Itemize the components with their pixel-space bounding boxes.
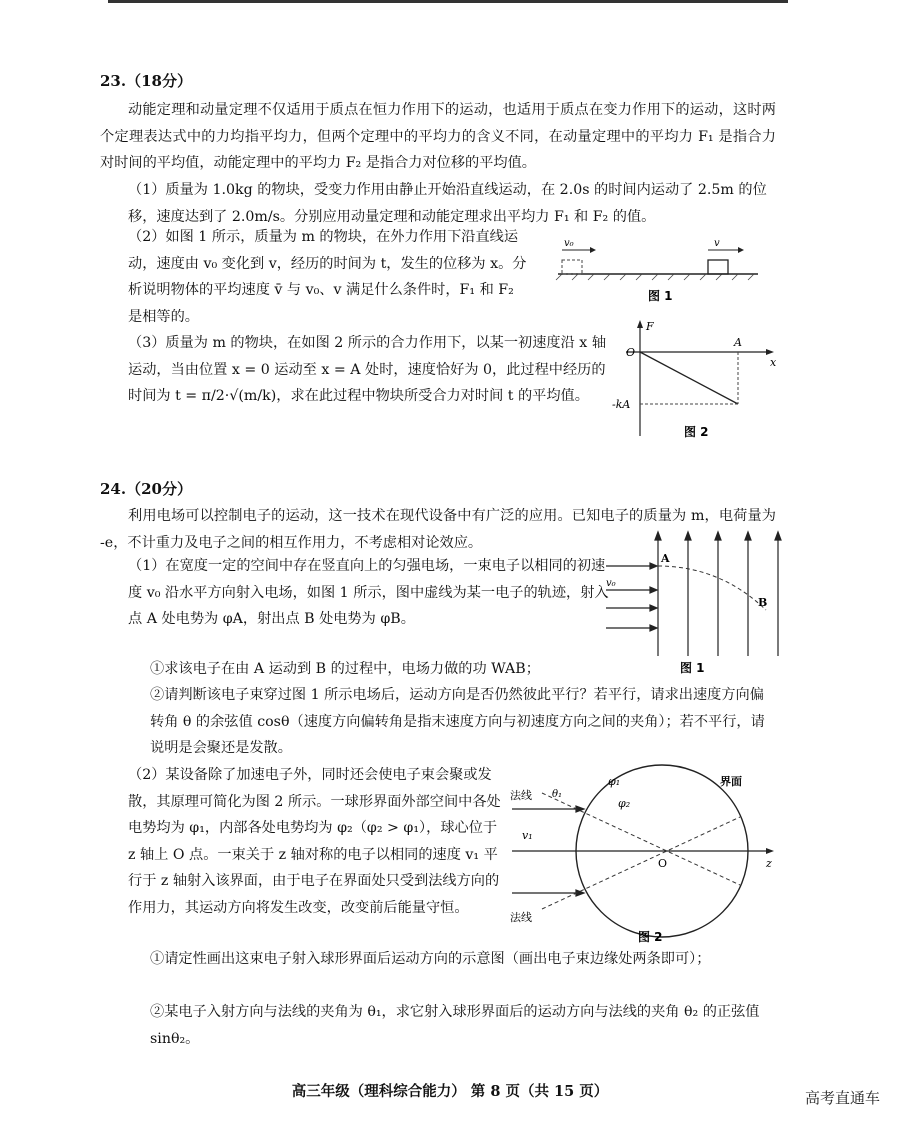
- q24-part1: （1）在宽度一定的空间中存在竖直向上的匀强电场，一束电子以相同的初速度 v₀ 沿水平方向射入电场，如图 1 所示，图中虚线为某一电子的轨迹，射入点 A 处电势为 φA，射出点 B 处电势为 φB。: [128, 558, 609, 627]
- label-z: z: [766, 857, 772, 870]
- q24-figure-2: [504, 755, 782, 947]
- q24-fig2-caption: 图 2: [638, 930, 663, 944]
- label-v0: v₀: [564, 238, 574, 249]
- label-O: O: [658, 857, 668, 870]
- label-x: x: [770, 356, 777, 369]
- block-initial: [562, 260, 582, 274]
- label-v1: v₁: [522, 829, 533, 842]
- electron-beam: [606, 563, 657, 631]
- q23-part1: （1）质量为 1.0kg 的物块，受变力作用由静止开始沿直线运动，在 2.0s 的时间内运动了 2.5m 的位移，速度达到了 2.0m/s。分别应用动量定理和动能定理求出平均力 F₁ 和 F₂ 的值。: [128, 182, 767, 225]
- top-rule: [108, 0, 788, 3]
- q24-header: 24.（20分）: [100, 480, 192, 498]
- label-v0: v₀: [606, 578, 616, 589]
- q24-part2: （2）某设备除了加速电子外，同时还会使电子束会聚或发散，其原理可简化为图 2 所示。一球形界面外部空间中各处电势均为 φ₁，内部各处电势均为 φ₂（φ₂ > φ₁），球心位于 z 轴上 O 点。一束关于 z 轴对称的电子以相同的速度 v₁ 平行于 z 轴射入该界面，由于电子在界面处只受到法线方向的作用力，其运动方向将发生改变，改变前后能量守恒。: [128, 767, 501, 916]
- q24-part1-q2: ②请判断该电子束穿过图 1 所示电场后，运动方向是否仍然彼此平行？若平行，请求出速度方向偏转角 θ 的余弦值 cosθ（速度方向偏转角是指末速度方向与初速度方向之间的夹角）；若不平行，请说明是会聚还是发散。: [150, 687, 765, 756]
- label-normal-bottom: 法线: [510, 911, 532, 924]
- q24-part1-q1: ①求该电子在由 A 运动到 B 的过程中，电场力做的功 WAB；: [150, 661, 540, 677]
- label-F: F: [646, 320, 654, 333]
- q23-fig1-caption: 图 1: [648, 289, 673, 303]
- label-phi2: φ₂: [618, 797, 631, 810]
- label-A: A: [661, 552, 670, 565]
- q23-figure-2: [612, 318, 782, 448]
- label-A: A: [734, 336, 742, 349]
- q23-figure-1: [548, 236, 778, 306]
- q24-intro: 利用电场可以控制电子的运动，这一技术在现代设备中有广泛的应用。已知电子的质量为 m，电荷量为 -e，不计重力及电子之间的相互作用力，不考虑相对论效应。: [100, 508, 776, 551]
- q23-intro: 动能定理和动量定理不仅适用于质点在恒力作用下的运动，也适用于质点在变力作用下的运动，这时两个定理表达式中的力均指平均力，但两个定理中的平均力的含义不同，在动量定理中的平均力 F₁ 是指合力对时间的平均值，动能定理中的平均力 F₂ 是指合力对位移的平均值。: [100, 102, 776, 171]
- label-kA: -kA: [612, 398, 631, 411]
- label-v: v: [714, 238, 720, 249]
- q24-part2-q1: ①请定性画出这束电子射入球形界面后运动方向的示意图（画出电子束边缘处两条即可）；: [150, 951, 711, 967]
- field-lines: [655, 532, 781, 656]
- q23-part3: （3）质量为 m 的物块，在如图 2 所示的合力作用下，以某一初速度沿 x 轴运动，当由位置 x = 0 运动至 x = A 处时，速度恰好为 0，此过程中经历的时间为 t = π/2·√(m/k)，求在此过程中物块所受合力对时间 t 的平均值。: [128, 335, 607, 404]
- label-O: O: [626, 346, 636, 359]
- q23-part2: （2）如图 1 所示，质量为 m 的物块，在外力作用下沿直线运动，速度由 v₀ 变化到 v，经历的时间为 t，发生的位移为 x。分析说明物体的平均速度 v̄ 与 v₀、v 满足什么条件时，F₁ 和 F₂ 是相等的。: [128, 229, 527, 325]
- label-theta1: θ₁: [552, 789, 563, 800]
- label-B: B: [758, 596, 768, 609]
- q23-header: 23.（18分）: [100, 72, 192, 90]
- block-final: [708, 260, 728, 274]
- label-phi1: φ₁: [608, 775, 621, 788]
- trajectory: [658, 566, 766, 610]
- force-line: [640, 352, 738, 404]
- label-normal-top: 法线: [510, 789, 532, 802]
- page-footer: 高三年级（理科综合能力） 第 8 页（共 15 页）: [291, 1083, 609, 1100]
- q24-fig1-caption: 图 1: [680, 661, 705, 675]
- q24-part2-q2: ②某电子入射方向与法线的夹角为 θ₁，求它射入球形界面后的运动方向与法线的夹角 θ₂ 的正弦值 sinθ₂。: [150, 1004, 760, 1047]
- q24-figure-1: [600, 528, 782, 678]
- q23-fig2-caption: 图 2: [684, 425, 709, 439]
- label-interface: 界面: [720, 775, 742, 788]
- ground-hatch: [556, 274, 754, 280]
- brand-watermark: 高考直通车: [804, 1089, 880, 1107]
